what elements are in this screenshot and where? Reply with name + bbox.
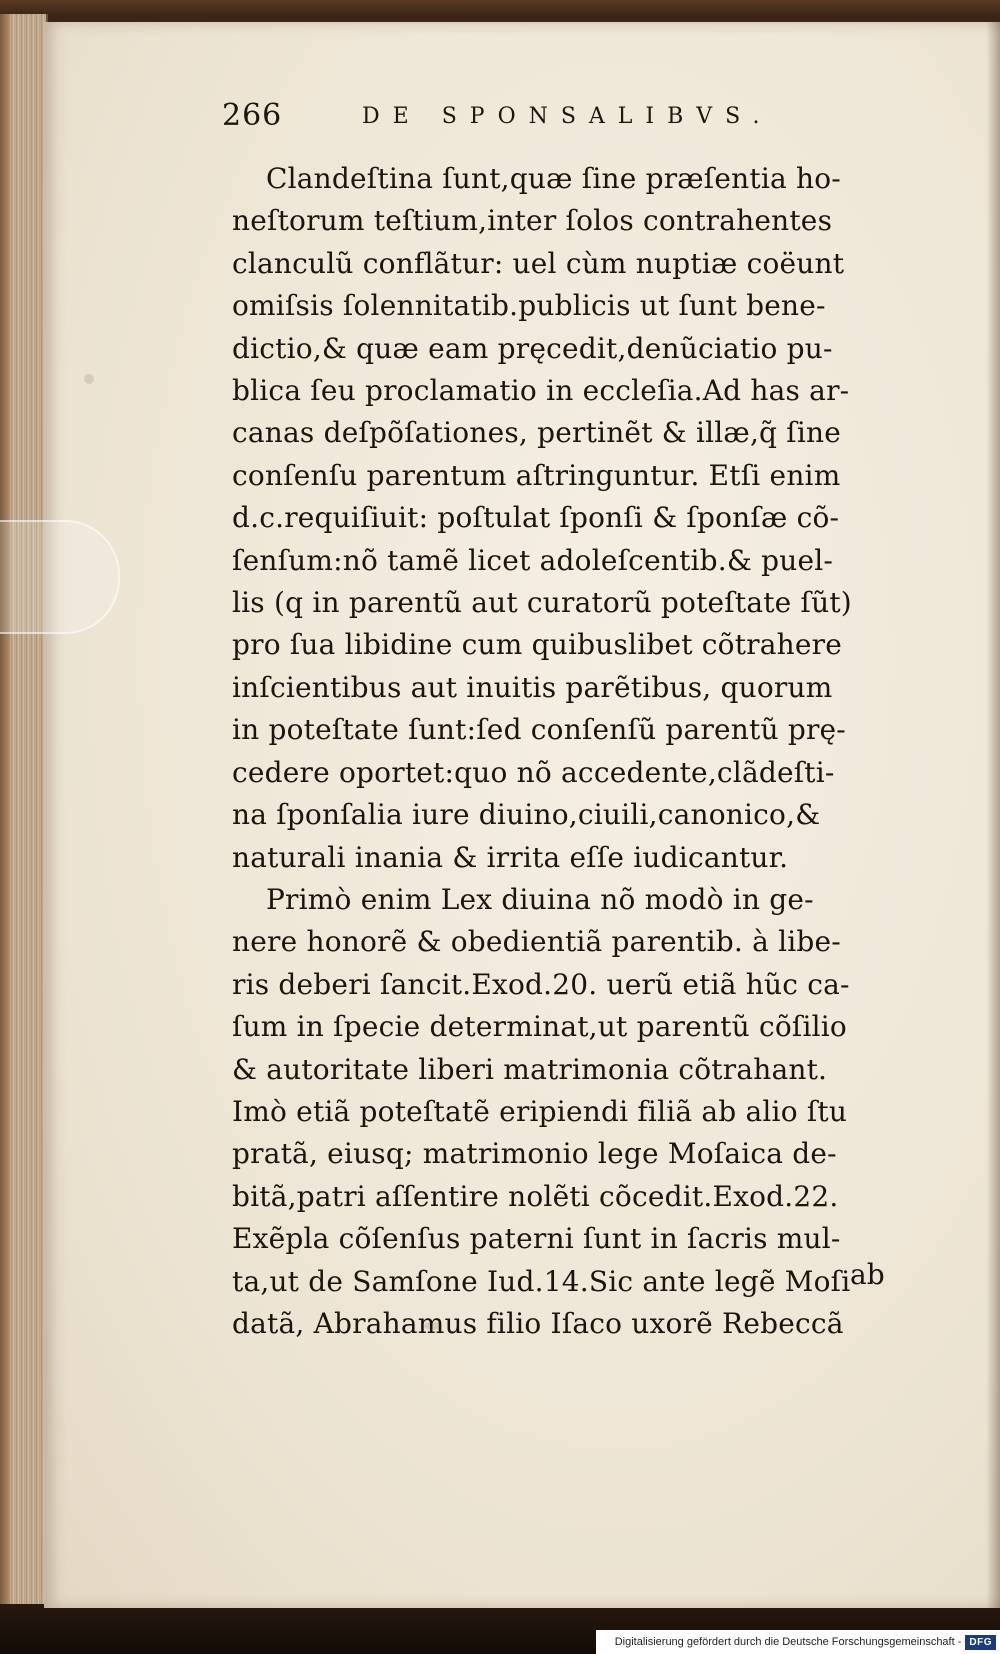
dfg-logo: DFG [965, 1635, 996, 1650]
text-line: d.c.requiſiuit: poſtulat ſponſi & ſponſæ cõ- [232, 501, 840, 535]
text-line: naturali inania & irrita eſſe iudicantur. [232, 840, 789, 874]
paper-stain [84, 374, 94, 384]
page-header [222, 98, 822, 148]
text-line: clanculũ conflãtur: uel cùm nuptiæ coëunt [232, 246, 845, 280]
text-line: ris deberi ſancit.Exod.20. uerũ etiã hũc ca- [232, 967, 850, 1001]
text-line: in poteſtate ſunt:ſed conſenſũ parentũ prę- [232, 713, 846, 747]
page-gutter-shadow [986, 22, 1000, 1608]
text-line: Clandeſtina ſunt,quæ ſine præſentia ho- [266, 162, 841, 195]
text-line: Primò enim Lex diuina nõ modò in ge- [266, 882, 814, 916]
text-line: dictio,& quæ eam pręcedit,denũciatio pu- [232, 331, 833, 365]
text-line: inſcientibus aut inuitis parẽtibus, quorum [232, 670, 833, 704]
body-text [232, 158, 852, 1345]
text-line: cedere oportet:quo nõ accedente,clãdeſti- [232, 755, 835, 789]
catchword: ab [850, 1258, 885, 1291]
text-line: nere honorẽ & obedientiã parentib. à libe- [232, 925, 841, 959]
running-title: DE SPONSALIBVS. [362, 104, 773, 129]
text-line: neſtorum teſtium,inter ſolos contrahentes [232, 204, 833, 238]
text-line: blica ſeu proclamatio in eccleſia.Ad has ar- [232, 374, 850, 408]
text-line: conſenſu parentum aſtringuntur. Etſi enim [232, 458, 841, 492]
text-line: bitã,patri aſſentire nolẽti cõcedit.Exod.22. [232, 1179, 839, 1213]
text-line: Imò etiã poteſtatẽ eripiendi filiã ab alio ſtu [232, 1094, 848, 1128]
text-line: pro ſua libidine cum quibuslibet cõtrahere [232, 628, 843, 662]
text-line: Exẽpla cõſenſus paterni ſunt in ſacris mul- [232, 1222, 841, 1256]
transparent-page-clip [0, 520, 120, 634]
digitization-credit-bar [596, 1630, 1000, 1654]
book-cover-edge [0, 14, 10, 1604]
text-line: ſenſum:nõ tamẽ licet adoleſcentib.& puel- [232, 543, 834, 577]
text-line: lis (q in parentũ aut curatorũ poteſtate ſũt) [232, 586, 852, 620]
text-line: ſum in ſpecie determinat,ut parentũ cõſilio [232, 1010, 847, 1044]
text-line: na ſponſalia iure diuino,ciuili,canonico,& [232, 798, 821, 832]
text-line: ta,ut de Samſone Iud.14.Sic ante legẽ Moſi [232, 1264, 851, 1298]
text-line: & autoritate liberi matrimonia cõtrahant. [232, 1052, 828, 1086]
credit-text: Digitalisierung gefördert durch die Deutsche Forschungsgemeinschaft - [614, 1636, 962, 1648]
text-line: pratã, eiusq; matrimonio lege Moſaica de- [232, 1137, 837, 1171]
text-line: datã, Abrahamus filio Iſaco uxorẽ Rebeccã [232, 1306, 844, 1340]
text-line: canas deſpõſationes, pertinẽt & illæ,q̃ ſine [232, 416, 842, 450]
page-number: 266 [222, 98, 283, 133]
text-line: omiſsis ſolennitatib.publicis ut ſunt bene- [232, 289, 826, 323]
